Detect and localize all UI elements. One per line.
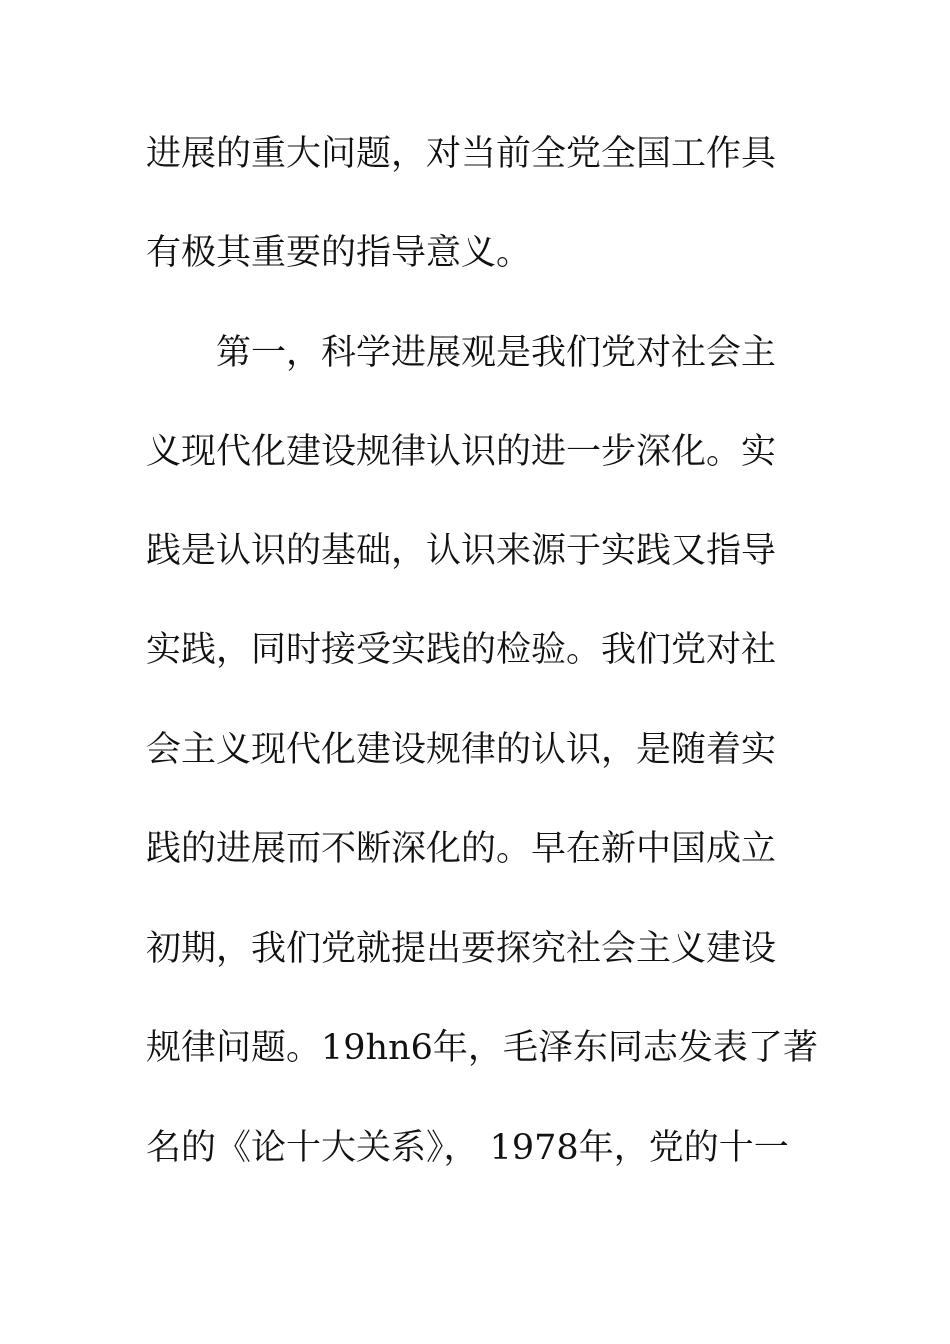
text-line: 初期，我们党就提出要探究社会主义建设 xyxy=(146,929,777,969)
text-line: 践是认识的基础，认识来源于实践又指导 xyxy=(146,531,777,571)
text-line: 第一，科学进展观是我们党对社会主 xyxy=(146,333,777,373)
text-line: 践的进展而不断深化的。早在新中国成立 xyxy=(146,829,777,869)
text-line: 有极其重要的指导意义。 xyxy=(146,233,532,273)
text-line: 规律问题。19hn6年，毛泽东同志发表了著 xyxy=(146,1028,818,1068)
text-line: 名的《论十大关系》， 1978年，党的十一 xyxy=(146,1128,789,1168)
text-line: 进展的重大问题，对当前全党全国工作具 xyxy=(146,134,777,174)
text-line: 义现代化建设规律认识的进一步深化。实 xyxy=(146,432,777,472)
text-line: 实践，同时接受实践的检验。我们党对社 xyxy=(146,630,777,670)
text-line: 会主义现代化建设规律的认识，是随着实 xyxy=(146,730,777,770)
